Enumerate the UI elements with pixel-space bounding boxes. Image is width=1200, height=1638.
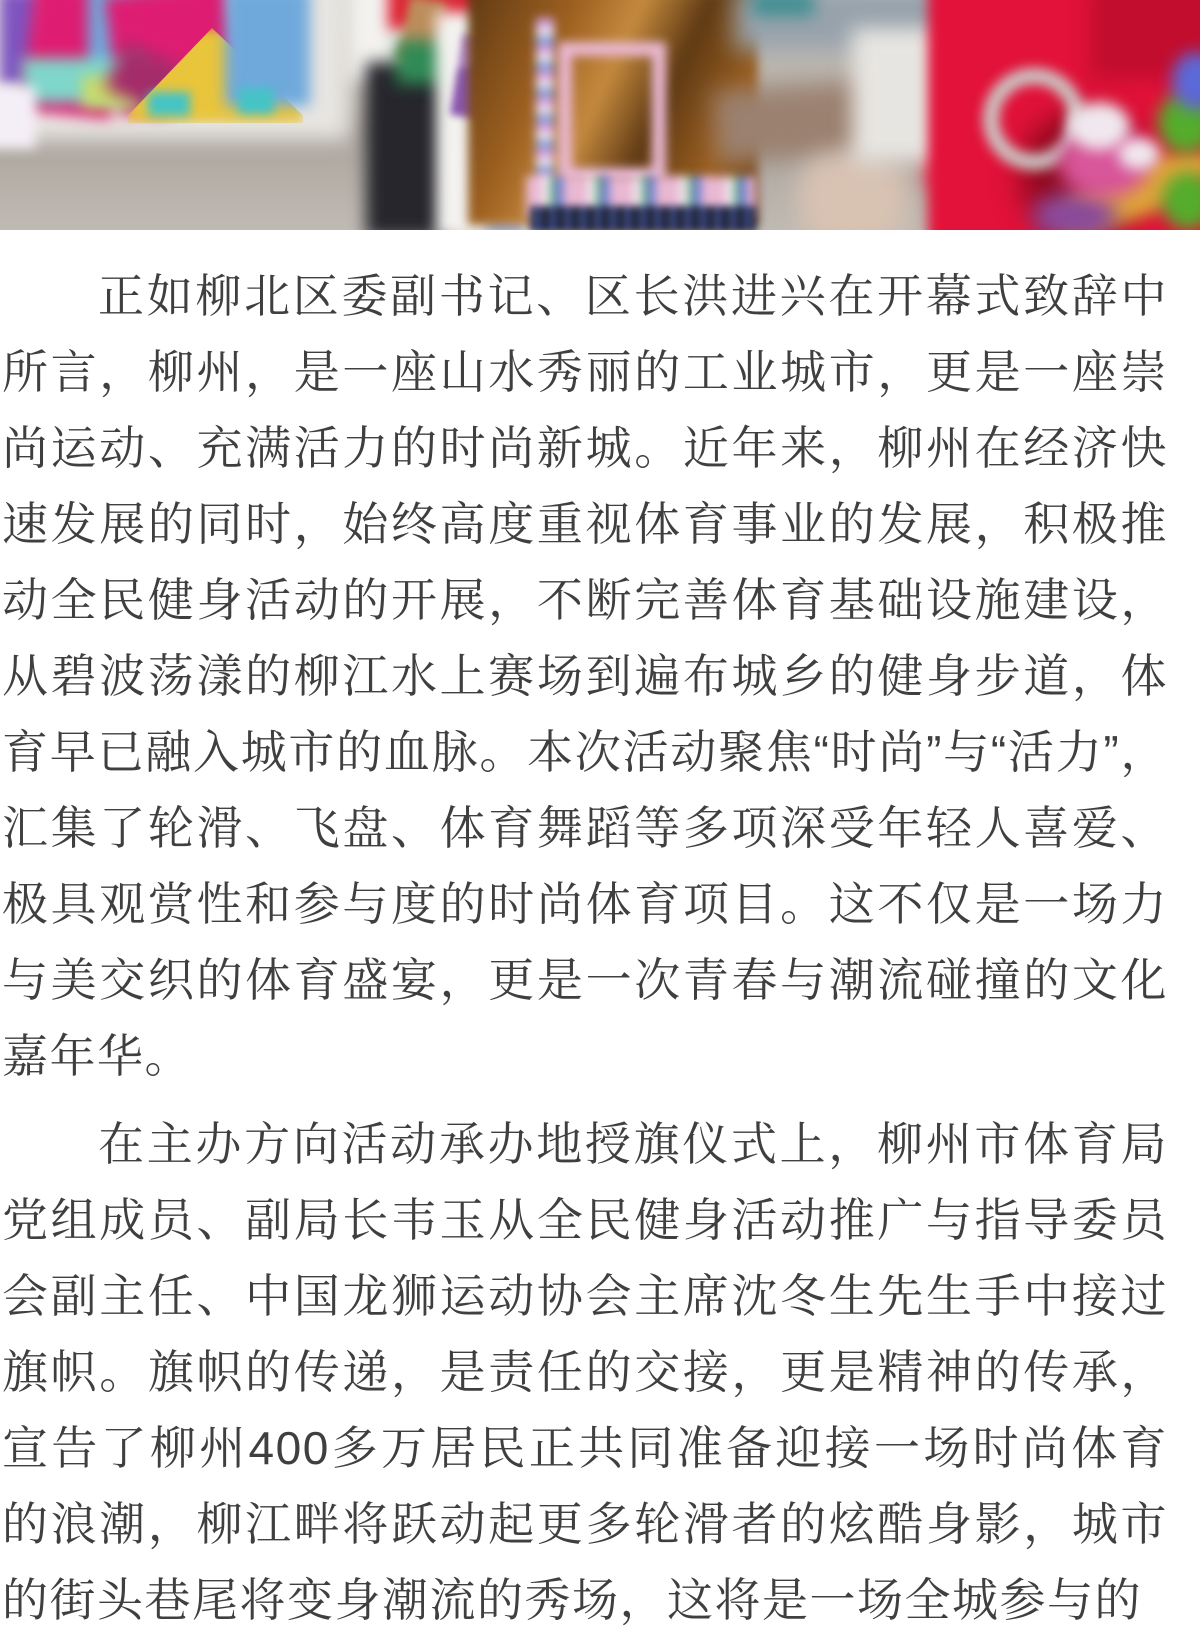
costume-sequin-sparkle2-blur [1118,138,1160,170]
article-paragraph-1: 正如柳北区委副书记、区长洪进兴在开幕式致辞中所言，柳州，是一座山水秀丽的工业城市，更是一座崇尚运动、充满活力的时尚新城。近年来，柳州在经济快速发展的同时，始终高度重视体育事业的发展，积极推动全民健身活动的开展，不断完善体育基础设施建设，从碧波荡漾的柳江水上赛场到遍布城乡的健身步道，体育早已融入城市的血脉。本次活动聚焦“时尚”与“活力”，汇集了轮滑、飞盘、体育舞蹈等多项深受年轻人喜爱、极具观赏性和参与度的时尚体育项目。这不仅是一场力与美交织的体育盛宴，更是一次青春与潮流碰撞的文化嘉年华。 [2,270,1168,1082]
photo-white-box-blur [0,86,36,148]
art-installation-cyan-block-blur [148,92,190,116]
article-paragraph-2: 在主办方向活动承办地授旗仪式上，柳州市体育局党组成员、副局长韦玉从全民健身活动推广与指导委员会副主任、中国龙狮运动协会主席沈冬生先生手中接过旗帜。旗帜的传递，是责任的交接，更是精神的传承，宣告了柳州400多万居民正共同准备迎接一场时尚体育的浪潮，柳江畔将跃动起更多轮滑者的炫酷身影，城市的街头巷尾将变身潮流的秀场，这将是一场全城参与的 [2,1118,1168,1626]
skirt-bead-fringe-blur [530,206,756,230]
article-body [0,230,1200,1638]
art-installation-cyan-block2-blur [238,88,274,114]
skirt-embroidery-frame-blur [558,42,666,182]
background-teal-blur [752,0,814,16]
person-hand-blur [798,152,908,230]
hero-photo [0,0,1200,230]
costume-sequin-sparkle-blur [1068,102,1130,150]
